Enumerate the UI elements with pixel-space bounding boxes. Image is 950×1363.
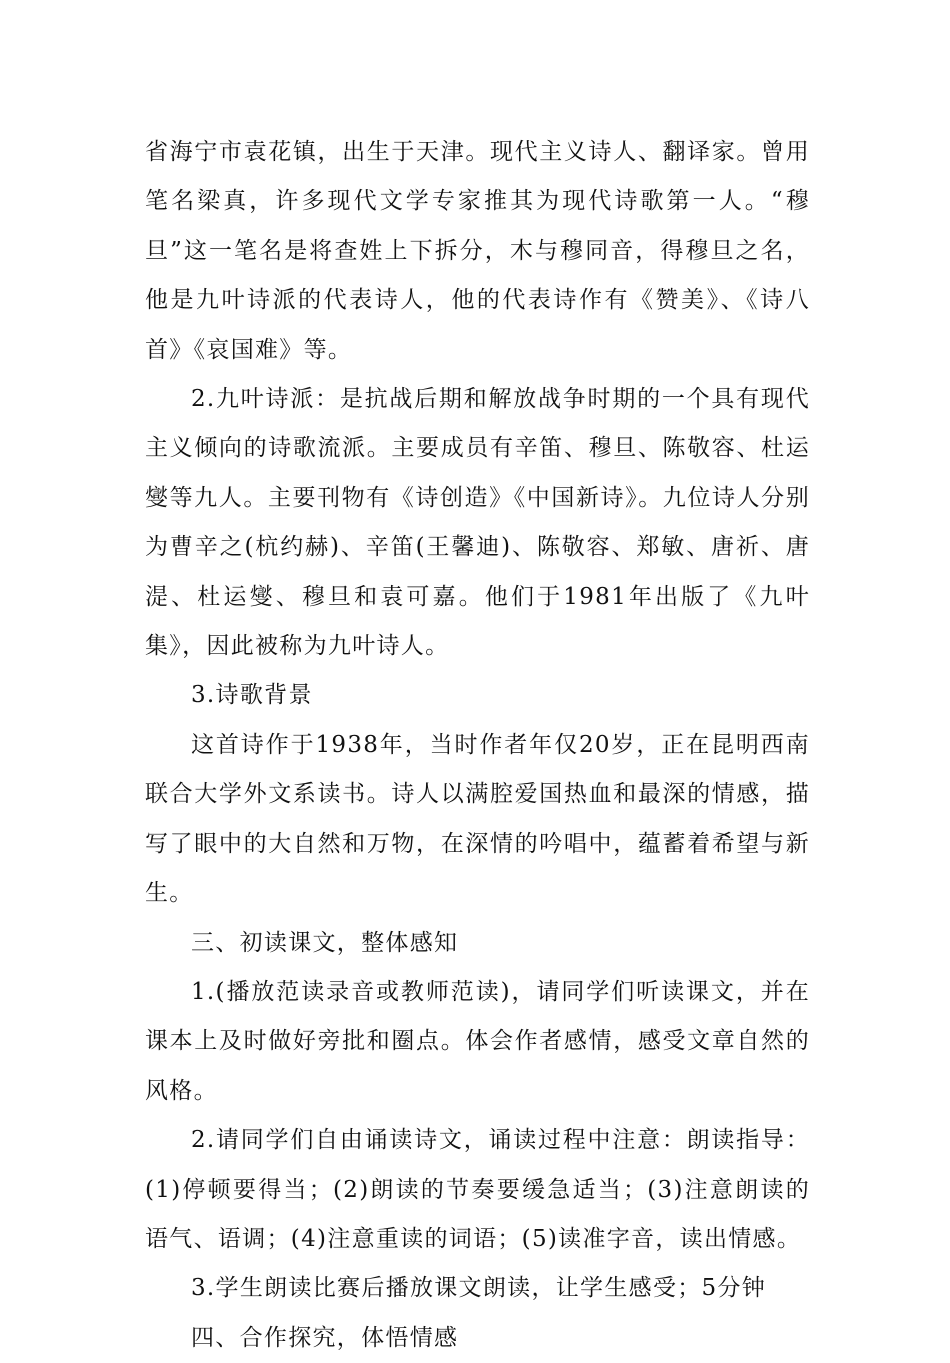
paragraph-mudan-bio: 省海宁市袁花镇，出生于天津。现代主义诗人、翻译家。曾用笔名梁真，许多现代文学专家推其为现代诗歌第一人。“穆旦”这一笔名是将查姓上下拆分，木与穆同音，得穆旦之名，他是九叶诗派的代表诗人，他的代表诗作有《赞美》、《诗八首》《哀国难》等。 xyxy=(145,139,810,363)
document-body xyxy=(145,128,810,1363)
paragraph-listen-reading: 1.(播放范读录音或教师范读)，请同学们听读课文，并在课本上及时做好旁批和圈点。体会作者感情，感受文章自然的风格。 xyxy=(145,978,810,1104)
heading-cooperative-inquiry: 四、合作探究，体悟情感 xyxy=(191,1324,459,1351)
paragraph-recite-guidance: 2.请同学们自由诵读诗文，诵读过程中注意：朗读指导：(1)停顿要得当；(2)朗读的节奏要缓急适当；(3)注意朗读的语气、语调；(4)注意重读的词语；(5)读准字音，读出情感。 xyxy=(145,1127,810,1252)
paragraph-poem-background: 这首诗作于1938年，当时作者年仅20岁，正在昆明西南联合大学外文系读书。诗人以满腔爱国热血和最深的情感，描写了眼中的大自然和万物，在深情的吟唱中，蕴蓄着希望与新生。 xyxy=(145,731,810,907)
paragraph-reading-contest: 3.学生朗读比赛后播放课文朗读，让学生感受；5分钟 xyxy=(191,1275,767,1302)
paragraph-jiuye-school: 2.九叶诗派：是抗战后期和解放战争时期的一个具有现代主义倾向的诗歌流派。主要成员有辛笛、穆旦、陈敬容、杜运燮等九人。主要刊物有《诗创造》《中国新诗》。九位诗人分别为曹辛之(杭约赫)、辛笛(王馨迪)、陈敬容、郑敏、唐祈、唐湜、杜运燮、穆旦和袁可嘉。他们于1981年出版了《九叶集》，因此被称为九叶诗人。 xyxy=(145,386,810,660)
heading-first-reading: 三、初读课文，整体感知 xyxy=(191,929,459,956)
heading-poem-background: 3.诗歌背景 xyxy=(191,682,313,709)
